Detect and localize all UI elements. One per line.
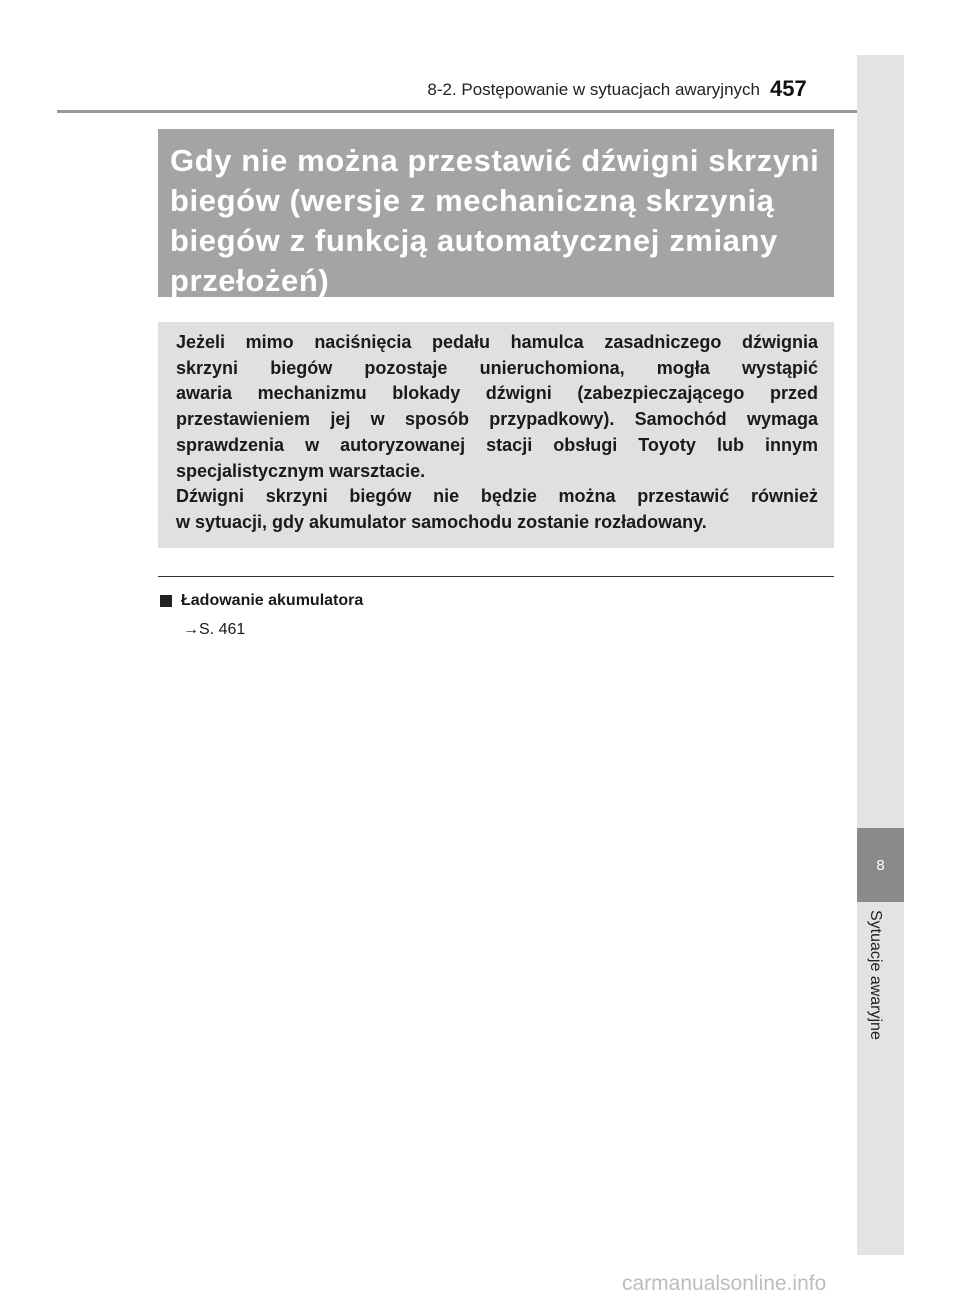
square-bullet-icon [160,595,172,607]
section-title-box [158,129,834,297]
info-line: Dźwigni skrzyni biegów nie będzie można przestawić również [176,486,818,507]
info-line: w sytuacji, gdy akumulator samochodu zostanie rozładowany. [176,511,707,532]
info-box [158,322,834,548]
chapter-number: 8 [876,856,885,874]
section-title-line: Gdy nie można przestawić dźwigni skrzyni [170,143,820,178]
info-line: przestawieniem jej w sposób przypadkowy). Samochód wymaga [176,409,818,430]
page-number: 457 [770,76,807,101]
info-line: skrzyni biegów pozostaje unieruchomiona, mogła wystąpić [176,357,818,378]
info-line: sprawdzenia w autoryzowanej stacji obsługi Toyoty lub innym [176,434,818,455]
section-title-line: biegów z funkcją automatycznej zmiany [170,223,778,258]
chapter-number-badge [857,828,904,902]
header-divider [57,110,903,113]
content-divider [158,576,834,577]
subsection-heading [160,592,363,610]
section-title-line: biegów (wersje z mechaniczną skrzynią [170,183,775,218]
section-title-line: przełożeń) [170,263,330,298]
info-line: specjalistycznym warsztacie. [176,460,426,481]
subsection-heading-text: Ładowanie akumulatora [181,592,364,609]
info-line: Jeżeli mimo naciśnięcia pedału hamulca zasadniczego dźwignia [176,332,818,352]
info-line: awaria mechanizmu blokady dźwigni (zabezpieczającego przed [176,383,818,404]
chapter-label: Sytuacje awaryjne [867,910,884,1040]
watermark: carmanualsonline.info [622,1272,827,1295]
running-header-section: 8-2. Postępowanie w sytuacjach awaryjnych [427,80,760,99]
arrow-right-icon: → [183,621,199,638]
chapter-side-tab [857,55,904,1255]
page-reference-text[interactable]: S. 461 [199,621,246,638]
page-reference [183,621,245,639]
